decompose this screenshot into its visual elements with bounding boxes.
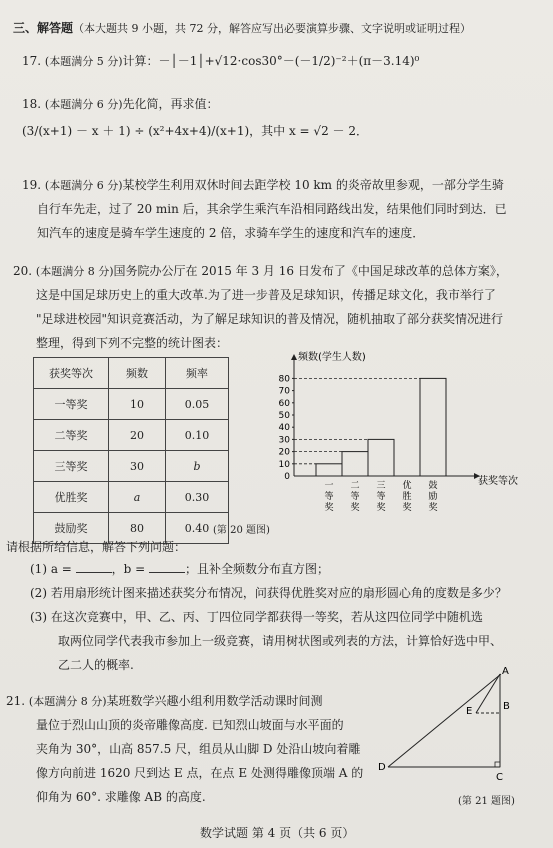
table-cell: 0.30 <box>166 482 229 513</box>
q20-sub3-line3: 乙二人的概率. <box>58 658 134 672</box>
y-tick-label: 70 <box>278 386 290 397</box>
table-cell: 30 <box>109 451 166 482</box>
y-axis-arrow <box>291 354 297 360</box>
table-cell: 0.40 <box>166 513 229 544</box>
q19-line3: 知汽车的速度是骑车学生速度的 2 倍，求骑车学生的速度和汽车的速度． <box>37 226 425 240</box>
point-label-C: C <box>496 772 503 783</box>
table-cell: 0.05 <box>166 389 229 420</box>
answer-blank-b <box>149 562 185 573</box>
q18-points: (本题满分 6 分) <box>44 98 123 111</box>
x-category-label: 优胜奖 <box>402 481 412 513</box>
y-axis-label: 频数(学生人数) <box>298 352 366 363</box>
table-row <box>34 451 229 482</box>
point-label-E: E <box>466 706 473 717</box>
answer-blank-a <box>76 562 112 573</box>
q18-text: 先化简，再求值： <box>122 97 219 111</box>
slope-diagram <box>376 664 536 784</box>
section-title: 三、解答题 <box>13 21 74 35</box>
sub1-a-label: (1) a = <box>30 562 76 576</box>
y-tick-label: 10 <box>278 459 290 470</box>
q20-sub3-line2: 取两位同学代表我市参加上一级竞赛，请用树状图或列表的方法，计算恰好选中甲、 <box>58 634 503 648</box>
q21-number: 21. <box>6 694 26 708</box>
table-cell: 三等奖 <box>34 451 109 482</box>
point-label-D: D <box>378 762 386 773</box>
sub1-instruction: ；且补全频数分布直方图； <box>185 562 330 576</box>
table-cell: b <box>166 451 229 482</box>
table-cell: 优胜奖 <box>34 482 109 513</box>
q17-text: 计算：－│－1│+√12·cos30°－(－1/2)⁻²＋(π－3.14)⁰ <box>122 54 420 68</box>
q21-line2: 量位于烈山山顶的炎帝雕像高度. 已知烈山坡面与水平面的 <box>36 718 344 732</box>
y-tick-label: 40 <box>278 423 290 434</box>
table-cell: 一等奖 <box>34 389 109 420</box>
q21-line5: 仰角为 60°. 求雕像 AB 的高度. <box>36 790 206 804</box>
q20-line2: 这是中国足球历史上的重大改革.为了进一步普及足球知识，传播足球文化，我市举行了 <box>36 288 496 302</box>
q20-prompt: 请根据所给信息，解答下列问题： <box>6 540 187 554</box>
y-tick-label: 30 <box>278 435 290 446</box>
question-18 <box>22 95 219 112</box>
q19-points: (本题满分 6 分) <box>44 179 123 192</box>
table-row <box>34 420 229 451</box>
section-note: （本大题共 9 小题，共 72 分，解答应写出必要演算步骤、文字说明或证明过程） <box>73 22 471 35</box>
y-tick-label: 60 <box>278 398 290 409</box>
x-category-label: 二等奖 <box>350 481 360 513</box>
slope-line-DA <box>388 674 501 767</box>
q20-line3: "足球进校园"知识竞赛活动，为了解足球知识的普及情况，随机抽取了部分获奖情况进行 <box>36 312 504 326</box>
q20-sub1 <box>30 560 329 577</box>
y-tick-label: 50 <box>278 411 290 421</box>
table-header: 频数 <box>109 358 166 389</box>
q17-number: 17. <box>22 54 42 68</box>
q20-sub2: (2) 若用扇形统计图来描述获奖分布情况，问获得优胜奖对应的扇形圆心角的度数是多少？ <box>30 586 507 600</box>
table-cell: 20 <box>109 420 166 451</box>
table-row <box>34 389 229 420</box>
x-category-label: 一等奖 <box>324 481 334 513</box>
page-footer: 数学试题 第 4 页（共 6 页） <box>200 826 355 840</box>
frequency-histogram <box>262 348 552 520</box>
q20-caption: (第 20 题图) <box>213 525 270 536</box>
frequency-table <box>33 357 229 544</box>
y-tick-label: 0 <box>284 472 290 482</box>
q19-line2: 自行车先走，过了 20 min 后，其余学生乘汽车沿相同路线出发，结果他们同时到达．已 <box>37 202 507 216</box>
question-20 <box>13 262 508 279</box>
table-header: 频率 <box>166 358 229 389</box>
y-tick-label: 80 <box>278 374 290 385</box>
histogram-bar <box>316 464 342 476</box>
table-row <box>34 482 229 513</box>
question-17 <box>22 52 419 69</box>
table-cell: 鼓励奖 <box>34 513 109 544</box>
question-19 <box>22 176 504 193</box>
q20-sub3-line1: (3) 在这次竞赛中，甲、乙、丙、丁四位同学都获得一等奖，若从这四位同学中随机选 <box>30 610 483 624</box>
table-cell: 80 <box>109 513 166 544</box>
x-category-label: 三等奖 <box>376 481 386 513</box>
x-axis-label: 获奖等次 <box>478 476 518 487</box>
q20-line4: 整理，得到下列不完整的统计图表： <box>36 336 229 350</box>
q17-points: (本题满分 5 分) <box>44 55 123 68</box>
q21-points: (本题满分 8 分) <box>28 695 107 708</box>
q19-number: 19. <box>22 178 42 192</box>
table-header-row <box>34 358 229 389</box>
table-cell: 0.10 <box>166 420 229 451</box>
question-21 <box>6 692 323 709</box>
y-tick-label: 20 <box>278 447 290 458</box>
point-label-B: B <box>503 701 510 712</box>
q21-line1: 某班数学兴趣小组利用数学活动课时间测 <box>106 694 323 708</box>
q21-caption: (第 21 题图) <box>458 796 515 807</box>
q18-number: 18. <box>22 97 42 111</box>
q18-expression: (3/(x+1) － x ＋ 1) ÷ (x²+4x+4)/(x+1)，其中 x = √2 － 2． <box>22 124 368 138</box>
section-header <box>13 19 471 36</box>
table-header: 获奖等次 <box>34 358 109 389</box>
sight-line-EA <box>476 674 500 713</box>
point-label-A: A <box>502 666 509 677</box>
histogram-bar <box>420 378 446 476</box>
q21-line4: 像方向前进 1620 尺到达 E 点，在点 E 处测得雕像顶端 A 的 <box>36 766 364 780</box>
table-cell: a <box>109 482 166 513</box>
q20-line1: 国务院办公厅在 2015 年 3 月 16 日发布了《中国足球改革的总体方案》， <box>113 264 508 278</box>
sub1-b-label: ，b = <box>111 562 150 576</box>
histogram-bar <box>342 452 368 476</box>
q20-points: (本题满分 8 分) <box>35 265 114 278</box>
q19-line1: 某校学生利用双休时间去距学校 10 km 的炎帝故里参观，一部分学生骑 <box>122 178 504 192</box>
histogram-bar <box>368 439 394 476</box>
table-cell: 二等奖 <box>34 420 109 451</box>
q21-line3: 夹角为 30°，山高 857.5 尺，组员从山脚 D 处沿山坡向着雕 <box>36 742 361 756</box>
table-cell: 10 <box>109 389 166 420</box>
right-angle-mark <box>495 762 500 767</box>
x-category-label: 鼓励奖 <box>428 481 438 513</box>
q20-number: 20. <box>13 264 33 278</box>
